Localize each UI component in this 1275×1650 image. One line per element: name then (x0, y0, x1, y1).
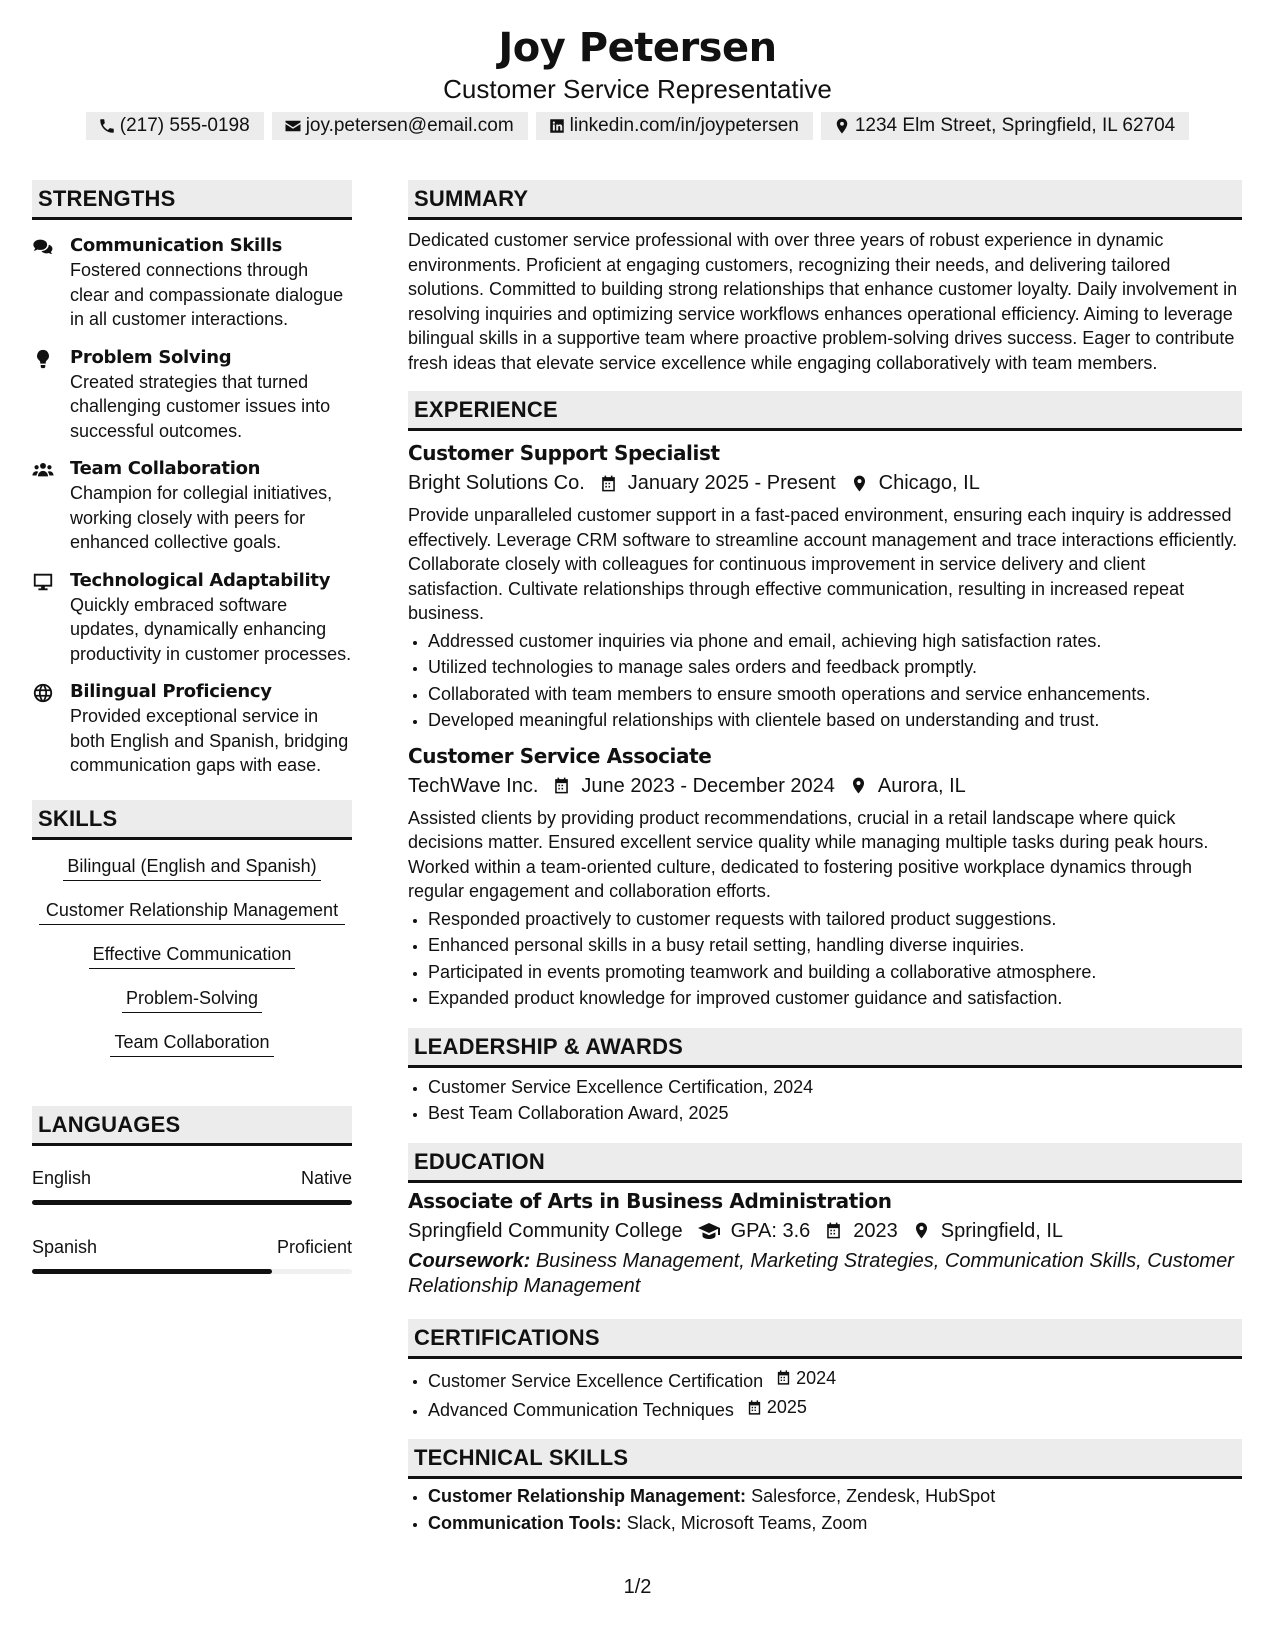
map-pin-icon (850, 474, 869, 493)
language-level: Proficient (276, 1236, 352, 1257)
strength-title: Problem Solving (70, 346, 232, 368)
language-item (32, 1166, 352, 1205)
technical-skills-heading: TECHNICAL SKILLS (408, 1439, 1242, 1479)
globe-icon (32, 682, 54, 704)
job-location: Aurora, IL (877, 774, 966, 797)
tech-label: Communication Tools: (428, 1512, 622, 1533)
education-heading: EDUCATION (408, 1143, 1242, 1183)
coursework-text: Business Management, Marketing Strategies, Communication Skills, Customer Relationship Management (408, 1249, 1234, 1297)
page-number: 1/2 (623, 1576, 652, 1598)
job-entry (408, 439, 1242, 734)
language-level: Native (300, 1167, 352, 1188)
list-item: • Expanded product knowledge for improved customer guidance and satisfaction. (428, 985, 1242, 1012)
gpa: GPA: 3.6 (730, 1219, 811, 1242)
certifications-list (408, 1365, 1242, 1424)
job-title: Customer Support Specialist (408, 441, 720, 465)
job-description: Assisted clients by providing product recommendations, crucial in a retail landscape where quick decisions matter. Ensured excellent service quality while managing multiple tasks during peak hours. Worked within a team-oriented culture, dedicated to fostering positive workplace dynamics through regular engagement and collaboration efforts. (408, 807, 1209, 901)
list-item: • Responded proactively to customer requests with tailored product suggestions. (428, 906, 1242, 933)
strength-desc: Quickly embraced software updates, dynamically enhancing productivity in customer processes. (70, 594, 352, 664)
graduation-cap-icon (697, 1219, 721, 1243)
cert-name: Advanced Communication Techniques (428, 1399, 734, 1420)
language-bar-fill (32, 1200, 352, 1205)
job-meta (408, 772, 1242, 800)
cert-year: 2024 (796, 1367, 837, 1388)
list-item: • Utilized technologies to manage sales orders and feedback promptly. (428, 654, 1242, 681)
calendar-icon (775, 1369, 792, 1386)
skill-item: Customer Relationship Management (39, 898, 345, 925)
strength-item (32, 569, 352, 667)
language-bar (32, 1269, 352, 1274)
certifications-heading: CERTIFICATIONS (408, 1319, 1242, 1359)
education-entry (408, 1187, 1242, 1299)
strength-title: Bilingual Proficiency (70, 681, 272, 702)
contact-bar (0, 112, 1275, 140)
coursework (408, 1249, 1242, 1299)
tech-label: Customer Relationship Management: (428, 1486, 747, 1506)
coursework-label: Coursework: (408, 1249, 531, 1272)
summary-text: Dedicated customer service professional with over three years of robust experience in dynamic environments. Proficient at engaging customers, recognizing their needs, and delivering tailored solutions. Committed to building strong relationships that enhance customer loyalty. Daily involvement in resolving inquiries and optimizing service workflows enhances operational efficiency. Aiming to leverage bilingual skills in a supportive team where proactive problem-solving drives success. Eager to contribute fresh ideas that elevate service excellence while engaging collaboratively with team members. (408, 230, 1238, 373)
contact-phone (86, 112, 264, 140)
list-item: • Best Team Collaboration Award, 2025 (428, 1100, 1242, 1127)
job-description: Provide unparalleled customer support in a fast-paced environment, ensuring each inquiry is addressed effectively. Leverage CRM software to streamline account management and trace interactions efficiently. Collaborate closely with colleagues for continuous improvement in service delivery and client satisfaction. Cultivate relationships through effective communication, resulting in increased repeat business. (408, 505, 1238, 623)
skill-item: Problem-Solving (122, 986, 262, 1013)
cert-year: 2025 (766, 1396, 807, 1417)
language-bar (32, 1200, 352, 1205)
map-pin-icon (912, 1221, 931, 1240)
awards-list (408, 1074, 1242, 1127)
list-item: • Collaborated with team members to ensure smooth operations and service enhancements. (428, 681, 1242, 708)
list-item: • Developed meaningful relationships with clientele based on understanding and trust. (428, 707, 1242, 734)
job-dates: June 2023 - December 2024 (581, 774, 835, 797)
skills-list (32, 854, 352, 1074)
skill-item: Effective Communication (89, 942, 296, 969)
users-icon (32, 459, 54, 481)
list-item: • Enhanced personal skills in a busy retail setting, handling diverse inquiries. (428, 932, 1242, 959)
resume-header (0, 22, 1275, 140)
map-pin-icon (849, 776, 868, 795)
list-item (428, 1365, 1242, 1394)
technical-skills-list (408, 1483, 1242, 1536)
job-company: Bright Solutions Co. (408, 472, 585, 494)
job-meta (408, 469, 1242, 497)
strength-item (32, 346, 352, 444)
experience-heading: EXPERIENCE (408, 391, 1242, 431)
list-item (428, 1394, 1242, 1423)
contact-linkedin[interactable] (536, 112, 813, 140)
list-item (428, 1483, 1242, 1510)
tech-value: Slack, Microsoft Teams, Zoom (626, 1512, 868, 1533)
awards-heading: LEADERSHIP & AWARDS (408, 1028, 1242, 1068)
contact-email[interactable] (272, 112, 528, 140)
school-name: Springfield Community College (408, 1219, 683, 1242)
job-location: Chicago, IL (878, 472, 980, 494)
linkedin-text: linkedin.com/in/joypetersen (569, 115, 799, 136)
list-item: • Customer Service Excellence Certification, 2024 (428, 1074, 1242, 1101)
strength-title: Team Collaboration (70, 458, 261, 479)
list-item: • Participated in events promoting teamwork and building a collaborative atmosphere. (428, 959, 1242, 986)
lightbulb-icon (32, 348, 54, 370)
languages-heading: LANGUAGES (32, 1106, 352, 1146)
envelope-icon (284, 117, 302, 135)
job-bullets (408, 906, 1242, 1012)
school-location: Springfield, IL (940, 1219, 1064, 1242)
list-item: • Addressed customer inquiries via phone and email, achieving high satisfaction rates. (428, 628, 1242, 655)
desktop-icon (32, 571, 54, 593)
phone-text: (217) 555-0198 (119, 115, 250, 136)
candidate-title: Customer Service Representative (443, 74, 832, 104)
language-name: Spanish (32, 1236, 98, 1257)
cert-name: Customer Service Excellence Certification (428, 1370, 764, 1391)
calendar-icon (552, 776, 571, 795)
contact-address (821, 112, 1189, 140)
language-name: English (32, 1167, 92, 1188)
right-column (408, 180, 1242, 1536)
job-dates: January 2025 - Present (627, 472, 836, 494)
degree-title: Associate of Arts in Business Administration (408, 1188, 892, 1213)
strength-desc: Provided exceptional service in both English and Spanish, bridging communication gaps with ease. (70, 706, 349, 775)
language-item (32, 1235, 352, 1274)
phone-icon (98, 117, 116, 135)
strength-title: Communication Skills (70, 235, 283, 256)
strength-title: Technological Adaptability (70, 569, 331, 591)
summary-heading: SUMMARY (408, 180, 1242, 220)
calendar-icon (746, 1399, 763, 1416)
list-item (428, 1510, 1242, 1537)
left-column (32, 180, 352, 1274)
strength-item (32, 680, 352, 778)
map-pin-icon (833, 117, 851, 135)
job-entry (408, 742, 1242, 1012)
language-bar-fill (32, 1269, 272, 1274)
strength-desc: Created strategies that turned challenging customer issues into successful outcomes. (70, 371, 331, 441)
job-title: Customer Service Associate (408, 743, 712, 768)
linkedin-icon (548, 117, 566, 135)
graduation-year: 2023 (853, 1219, 898, 1242)
strength-desc: Fostered connections through clear and compassionate dialogue in all customer interactions. (70, 260, 344, 329)
skill-item: Bilingual (English and Spanish) (63, 854, 320, 881)
tech-value: Salesforce, Zendesk, HubSpot (751, 1486, 996, 1506)
job-company: TechWave Inc. (408, 774, 539, 797)
comments-icon (32, 236, 54, 258)
skills-heading: SKILLS (32, 800, 352, 840)
strength-desc: Champion for collegial initiatives, working closely with peers for enhanced collective goals. (70, 483, 333, 552)
candidate-name: Joy Petersen (498, 25, 777, 71)
strengths-heading: STRENGTHS (32, 180, 352, 220)
calendar-icon (824, 1221, 843, 1240)
strength-item (32, 457, 352, 555)
skill-item: Team Collaboration (110, 1030, 273, 1057)
job-bullets (408, 628, 1242, 734)
calendar-icon (599, 474, 618, 493)
email-text: joy.petersen@email.com (305, 115, 514, 136)
strength-item (32, 234, 352, 332)
address-text: 1234 Elm Street, Springfield, IL 62704 (854, 115, 1176, 136)
education-meta (408, 1217, 1242, 1245)
